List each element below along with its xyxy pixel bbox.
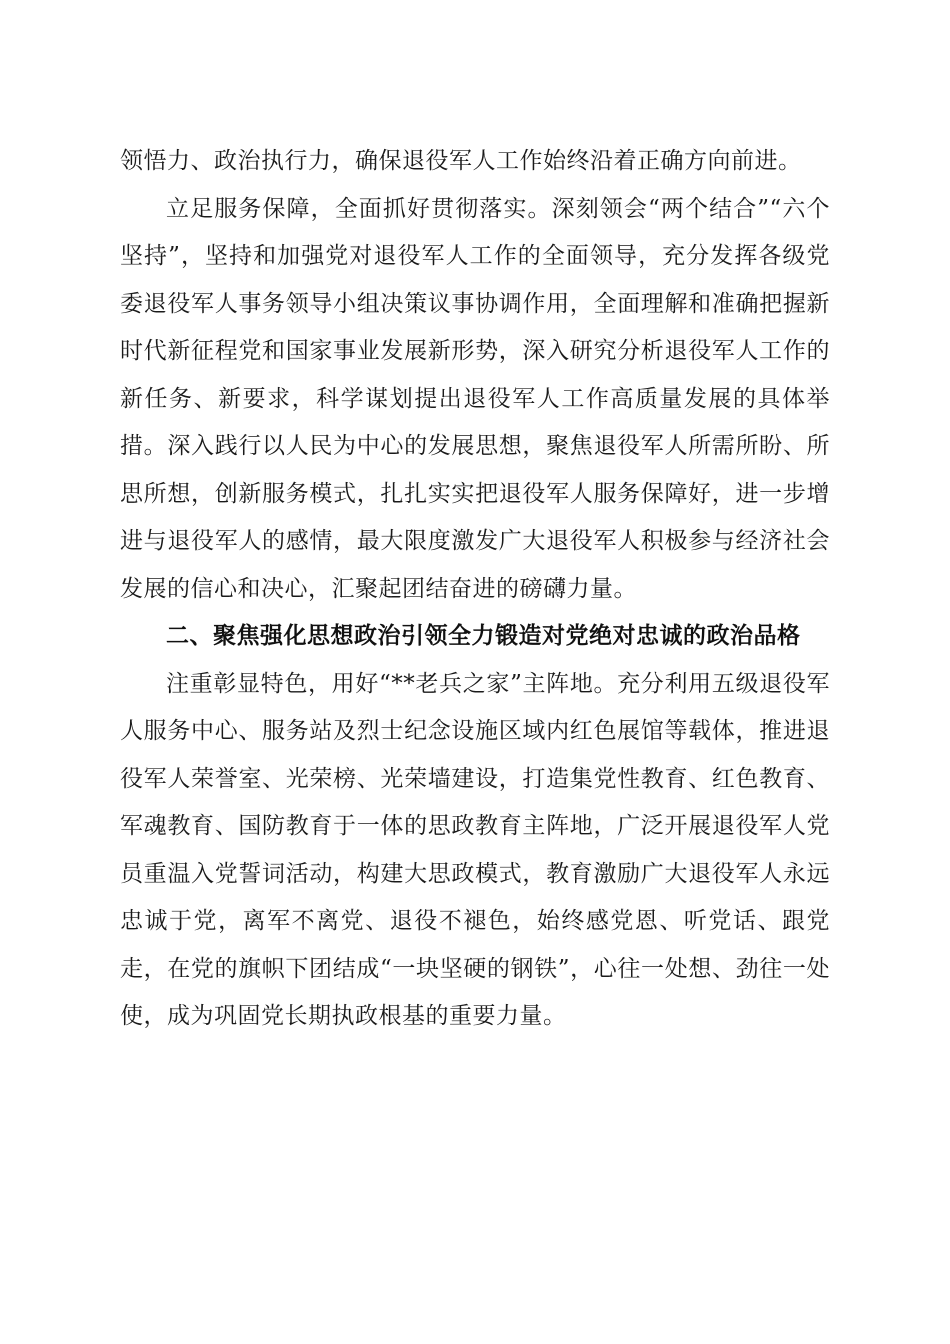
section-heading: 二、聚焦强化思想政治引领全力锻造对党绝对忠诚的政治品格 [166,623,801,649]
document-body [120,138,830,1041]
service-guarantee-paragraph: 立足服务保障，全面抓好贯彻落实。深刻领会“两个结合”“六个坚持”，坚持和加强党对退役军人工作的全面领导，充分发挥各级党委退役军人事务领导小组决策议事协调作用，全面理解和准确把握新时代新征程党和国家事业发展新形势，深入研究分析退役军人工作的新任务、新要求，科学谋划提出退役军人工作高质量发展的具体举措。深入践行以人民为中心的发展思想，聚焦退役军人所需所盼、所思所想，创新服务模式，扎扎实实把退役军人服务保障好，进一步增进与退役军人的感情，最大限度激发广大退役军人积极参与经济社会发展的信心和决心，汇聚起团结奋进的磅礴力量。 [120,195,830,602]
veterans-home-paragraph: 注重彰显特色，用好“**老兵之家”主阵地。充分利用五级退役军人服务中心、服务站及烈士纪念设施区域内红色展馆等载体，推进退役军人荣誉室、光荣榜、光荣墙建设，打造集党性教育、红色教育、军魂教育、国防教育于一体的思政教育主阵地，广泛开展退役军人党员重温入党誓词活动，构建大思政模式，教育激励广大退役军人永远忠诚于党，离军不离党、退役不褪色，始终感党恩、听党话、跟党走，在党的旗帜下团结成“一块坚硬的钢铁”，心往一处想、劲往一处使，成为巩固党长期执政根基的重要力量。 [120,670,830,1029]
continued-paragraph: 领悟力、政治执行力，确保退役军人工作始终沿着正确方向前进。 [120,148,802,174]
